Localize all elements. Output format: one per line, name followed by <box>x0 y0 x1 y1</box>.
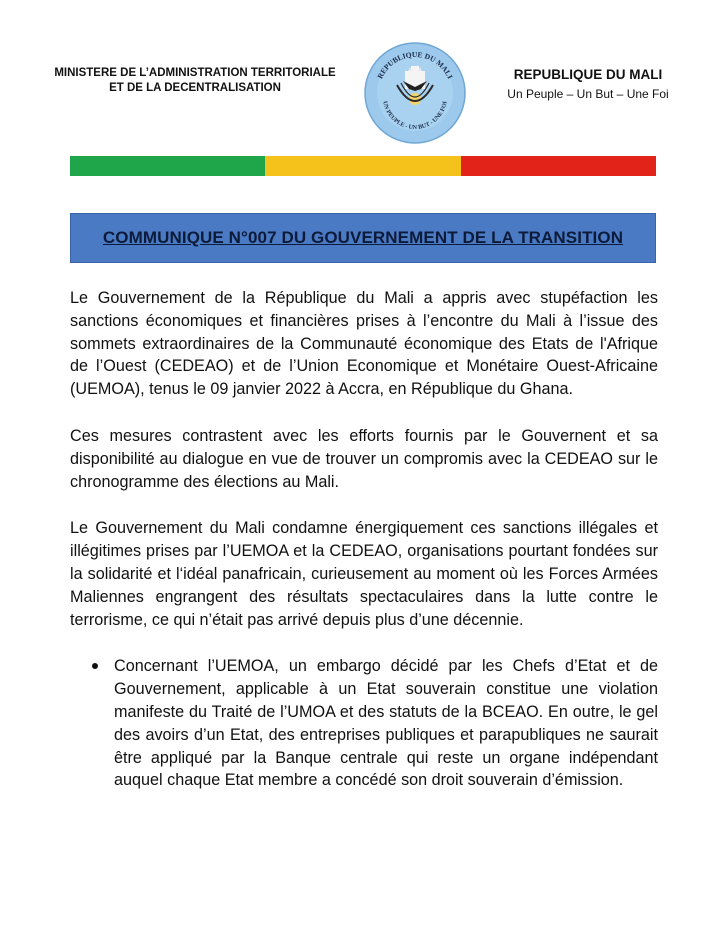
communique-body <box>70 287 658 792</box>
paragraph-2: Ces mesures contrastent avec les efforts fournis par le Gouvernent et sa disponibilité au dialogue en vue de trouver un compromis avec la CEDEAO sur le chronogramme des élections au Mali. <box>70 426 658 491</box>
flag-band <box>70 156 656 176</box>
country-header <box>488 66 688 103</box>
communique-title-box <box>70 213 656 263</box>
paragraph-3: Le Gouvernement du Mali condamne énergiquement ces sanctions illégales et illégitimes prises par l’UEMOA et la CEDEAO, organisations pourtant fondées sur la solidarité et l‘idéal panafricain, curieusement au moment où les Forces Armées Maliennes engrangent des résultats spectaculaires dans la lutte contre le terrorisme, ce qui n’était pas arrivé depuis plus d’une décennie. <box>70 519 658 629</box>
mali-seal <box>363 41 467 145</box>
paragraph-1: Le Gouvernement de la République du Mali a appris avec stupéfaction les sanctions économiques et financières prises à l’encontre du Mali à l’issue des sommets extraordinaires de la Communauté économique des Etats de l'Afrique de l’Ouest (CEDEAO) et de l’Union Economique et Monétaire Ouest-Africaine (UEMOA), tenus le 09 janvier 2022 à Accra, en République du Ghana. <box>70 289 658 399</box>
bullet-list <box>70 655 658 792</box>
bullet-dot-icon <box>92 663 98 669</box>
ministry-line-1: MINISTERE DE L’ADMINISTRATION TERRITORIALE <box>54 67 336 79</box>
seal-bottom-text: UN PEUPLE - UN BUT - UNE FOI <box>381 100 449 132</box>
country-name: REPUBLIQUE DU MALI <box>513 67 663 82</box>
ministry-header <box>40 66 350 96</box>
bullet-text: Concernant l’UEMOA, un embargo décidé par les Chefs d’Etat et de Gouvernement, applicable à un Etat souverain constitue une violation manifeste du Traité de l’UMOA et des statuts de la BCEAO. En outre, le gel des avoirs d’un Etat, des entreprises publiques et parapubliques ne saurait être appliqué par la Banque centrale qui reste un organe indépendant auquel chaque Etat membre a concédé son droit souverain d’émission. <box>114 657 658 790</box>
country-motto: Un Peuple – Un But – Une Foi <box>507 87 669 101</box>
ministry-line-2: ET DE LA DECENTRALISATION <box>109 82 281 94</box>
flag-yellow <box>265 156 460 176</box>
bullet-item <box>114 655 658 792</box>
seal-top-text: REPUBLIQUE DU MALI <box>375 49 455 81</box>
flag-green <box>70 156 265 176</box>
flag-red <box>461 156 656 176</box>
communique-title: COMMUNIQUE N°007 DU GOUVERNEMENT DE LA TRANSITION <box>102 228 624 247</box>
